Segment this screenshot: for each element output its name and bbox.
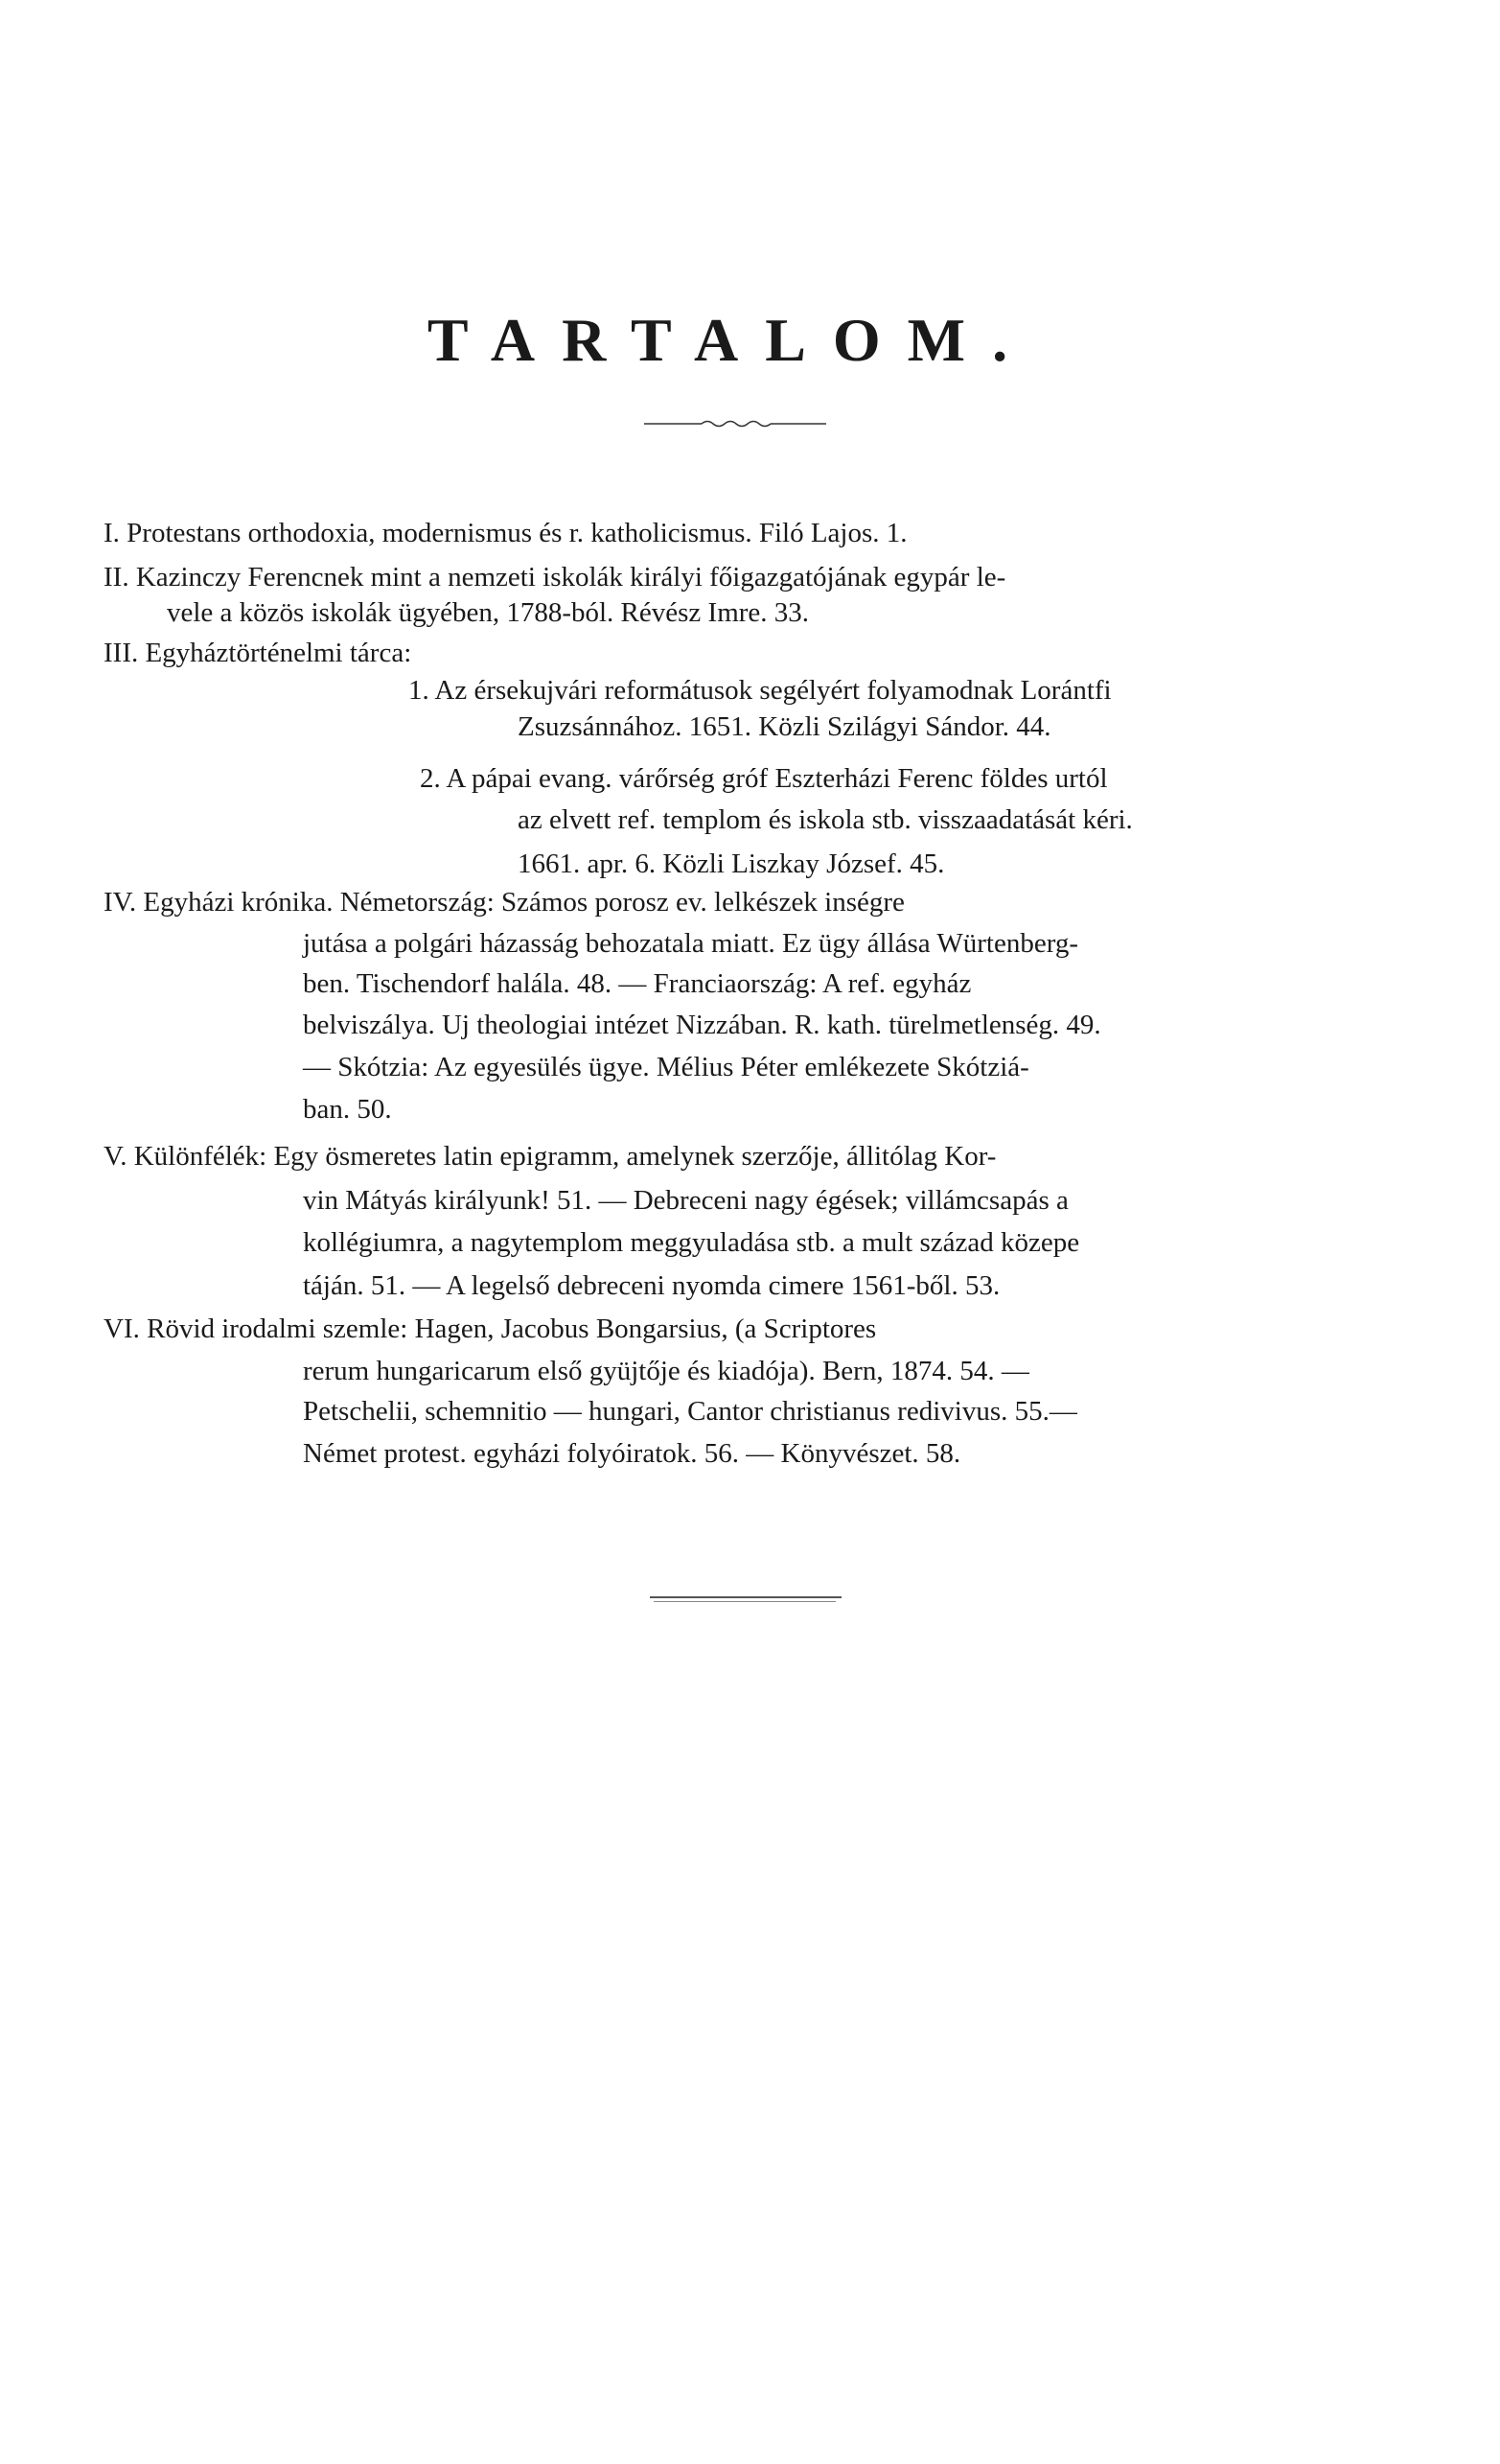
page-title: TARTALOM. — [427, 306, 1035, 374]
toc-entry-6-cont2: Petschelii, schemnitio — hungari, Cantor christianus redivivus. 55.— — [303, 1396, 1077, 1427]
toc-entry-4-cont1: jutása a polgári házasság behozatala miatt. Ez ügy állása Würtenberg- — [303, 928, 1078, 959]
closing-rule — [650, 1596, 842, 1598]
toc-entry-6: VI. Rövid irodalmi szemle: Hagen, Jacobus Bongarsius, (a Scriptores — [104, 1313, 877, 1344]
toc-entry-4-cont4: — Skótzia: Az egyesülés ügye. Mélius Péter emlékezete Skótziá- — [303, 1052, 1029, 1082]
toc-entry-1: I. Protestans orthodoxia, modernismus és r. katholicismus. Filó Lajos. 1. — [104, 518, 908, 548]
toc-entry-6-cont3: Német protest. egyházi folyóiratok. 56. — Könyvészet. 58. — [303, 1438, 961, 1469]
toc-entry-2: II. Kazinczy Ferencnek mint a nemzeti iskolák királyi főigazgatójának egypár le- — [104, 562, 1006, 593]
toc-entry-2-cont: vele a közös iskolák ügyében, 1788-ból. Révész Imre. 33. — [167, 597, 810, 628]
toc-entry-5-cont1: vin Mátyás királyunk! 51. — Debreceni nagy égések; villámcsapás a — [303, 1185, 1069, 1216]
toc-entry-4-cont5: ban. 50. — [303, 1094, 392, 1125]
toc-entry-5-cont2: kollégiumra, a nagytemplom meggyuladása stb. a mult század közepe — [303, 1227, 1080, 1258]
toc-entry-5-cont3: táján. 51. — A legelső debreceni nyomda cimere 1561-ből. 53. — [303, 1270, 1001, 1301]
toc-entry-3-sub2-cont: az elvett ref. templom és iskola stb. visszaadatását kéri. — [518, 804, 1133, 835]
toc-entry-3-sub2-cont2: 1661. apr. 6. Közli Liszkay József. 45. — [518, 848, 945, 879]
toc-entry-3-sub2: 2. A pápai evang. várőrség gróf Eszterházi Ferenc földes urtól — [420, 763, 1108, 794]
toc-entry-4-cont2: ben. Tischendorf halála. 48. — Franciaország: A ref. egyház — [303, 968, 972, 999]
toc-entry-5: V. Különfélék: Egy ösmeretes latin epigramm, amelynek szerzője, állitólag Kor- — [104, 1141, 997, 1172]
toc-entry-6-cont1: rerum hungaricarum első gyüjtője és kiadója). Bern, 1874. 54. — — [303, 1356, 1029, 1386]
closing-rule-secondary — [654, 1601, 836, 1602]
toc-entry-4-cont3: belviszálya. Uj theologiai intézet Nizzában. R. kath. türelmetlenség. 49. — [303, 1010, 1101, 1040]
toc-entry-4: IV. Egyházi krónika. Németország: Számos porosz ev. lelkészek inségre — [104, 887, 905, 918]
toc-entry-3: III. Egyháztörténelmi tárca: — [104, 638, 412, 668]
toc-entry-3-sub1: 1. Az érsekujvári reformátusok segélyért folyamodnak Lorántfi — [408, 675, 1112, 706]
toc-entry-3-sub1-cont: Zsuzsánnához. 1651. Közli Szilágyi Sándor. 44. — [518, 711, 1051, 742]
